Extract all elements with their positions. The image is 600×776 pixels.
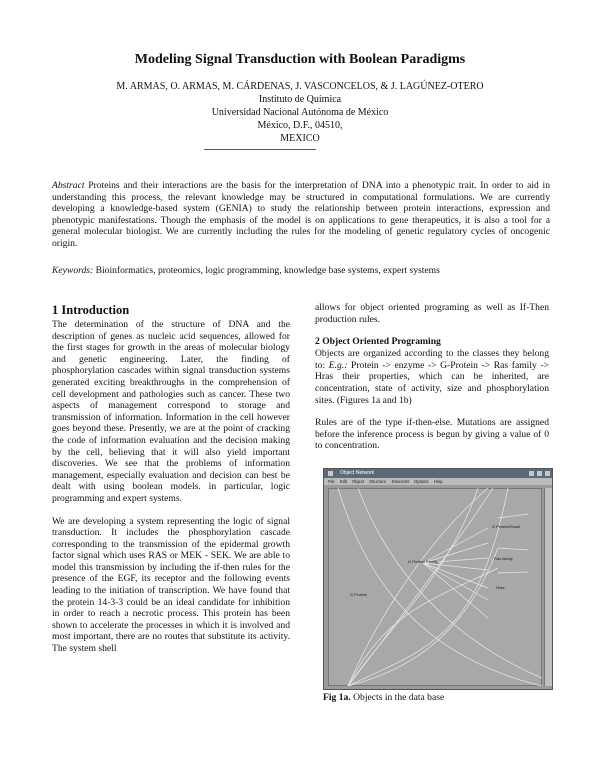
keywords-label: Keywords: [52,265,94,276]
author-institute: Instituto de Química [258,94,342,105]
author-country: MEXICO [280,133,320,144]
intro-paragraph-2: We are developing a system representing the logic of signal transduction. It includes the phosphorylation cascade corresponding to the transmission of the epidermal growth factor signal which uses RAS or MEK - SEK. We are able to model this transmission by including the if-then rules for the presence of the EGF, its receptor and the following events leading to the initiation of transcription. We have found that the protein 14-3-3 could be an ideal candidate for inhibition in order to reach a necrotic process. This protein has been shown to accelerate the processes in which it is involved and most important, there are no routes that substitute its activity. The system shell [52,515,290,655]
author-university: Universidad Nacional Autónoma de México [211,107,389,118]
figure-menu-structure: Structure [369,479,386,484]
abstract-text: Proteins and their interactions are the basis for the interpretation of DNA into a phenotypic trait. In order to aid in understanding this process, the relevant knowledge may be structured in computational formulations. We are currently developing a knowledge-based system (GENIA) to study the relationship between protein interactions, expression and phenotypic manifestations. Though the emphasis of the model is on applications to gene therapeutics, it is also a tool for a general molecular biologist. We are currently including the rules for the modeling of genetic regulatory cycles of oncogenic origin. [52,180,550,249]
figure-caption-text: Objects in the data base [350,692,445,703]
intro-paragraph-1: The determination of the structure of DNA and the description of genes as nucleic acid sequences, allowed for the first stages for growth in the areas of molecular biology and genetic engineering. Later, the finding of phosphorylation cascades within signal transduction systems generated exciting breakthroughs in the comprehension of cell development and pathologies such as cancer. These two aspects of management correspond to storage and transmission of information. Information in the cell however goes beyond these. Presently, we are at the point of cracking the code of information evaluation and the decision making by the cell, believing that it will also yield important discoveries. We see that the problems of information management, especially evaluation and decision can best be dealt with using boolean models. in particular, logic programming and expert systems. [52,319,290,504]
oop-paragraph-1 [315,348,549,406]
header-rule [204,149,316,150]
author-city: México, D.F., 04510, [257,120,343,131]
oop-p1-eg: E.g.: [328,359,348,371]
figure-node-g-protein: G Protein [350,592,367,597]
keywords-text: Bioinformatics, proteomics, logic programming, knowledge base systems, expert systems [93,265,440,276]
figure-menu-file: File [328,479,335,484]
figure-menu-help: Help [434,479,443,484]
maximize-icon [537,471,542,476]
oop-p1-rest: Protein -> enzyme -> G-Protein -> Ras family -> Hras their properties, which can be inherited, are concentration, state of activity, size and phosphorylation sites. (Figures 1a and 1b) [315,359,549,406]
section-heading-oop: 2 Object Oriented Programing [315,336,441,348]
figure-node-ras-family: Ras family [494,556,513,561]
figure-node-g-protein-small: G Protein/Small [492,524,521,529]
paper-title: Modeling Signal Transduction with Boolean Paradigms [134,52,466,67]
continuation-paragraph: allows for object oriented programing as well as If-Then production rules. [315,302,549,325]
figure-menu-edit: Edit [340,479,348,484]
network-edges [328,488,542,686]
figure-menu-elements: Elements [392,479,410,484]
keywords [52,265,550,277]
figure-caption-label: Fig 1a. [323,692,351,703]
figure-scrollbar [544,488,552,686]
section-heading-introduction: 1 Introduction [52,303,130,317]
window-menu-icon [328,471,333,476]
abstract [52,180,550,250]
close-icon [545,471,550,476]
right-column [315,302,549,452]
oop-p1-start: Objects are organized according to the classes they belong to: [315,348,549,371]
minimize-icon [529,471,534,476]
left-column [52,302,290,655]
figure-menu-object: Object [352,479,365,484]
figure-node-g-protein-family: G Protein Family [408,559,438,564]
figure-menu-options: Options [414,479,429,484]
figure-window-title: Object Network [340,470,375,476]
abstract-label: Abstract [52,180,85,191]
figure-screenshot [323,468,553,690]
author-block [0,80,600,145]
author-names: M. ARMAS, O. ARMAS, M. CÁRDENAS, J. VASCONCELOS, & J. LAGÚNEZ-OTERO [116,81,484,92]
oop-paragraph-2: Rules are of the type if-then-else. Mutations are assigned before the inference process is begun by giving a value of 0 to concentration. [315,417,549,452]
figure-node-hras: Hras [496,585,505,590]
figure-caption [323,692,444,703]
